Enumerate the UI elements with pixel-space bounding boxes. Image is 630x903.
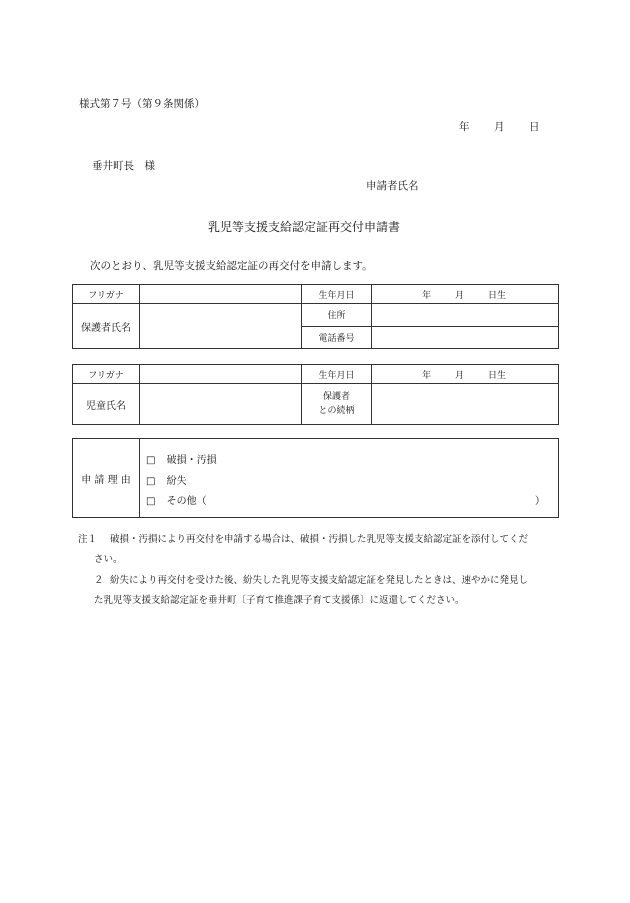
checkbox-icon[interactable]: □	[146, 455, 156, 466]
relationship-field[interactable]	[372, 384, 559, 425]
guardian-name-label: 保護者氏名	[73, 304, 140, 349]
phone-label: 電話番号	[302, 326, 372, 348]
intro-text: 次のとおり、乳児等支援支給認定証の再交付を申請します。	[90, 260, 373, 272]
reason-option-damage[interactable]	[146, 451, 217, 466]
addressee: 垂井町長 様	[92, 160, 155, 172]
birth-day-label: 日生	[488, 290, 507, 301]
relationship-label	[302, 384, 372, 425]
reason-option-label: その他（	[166, 496, 207, 507]
guardian-table	[72, 284, 559, 349]
reason-option-label: 紛失	[166, 476, 187, 487]
reason-table	[72, 438, 559, 518]
document-title: 乳児等支援支給認定証再交付申請書	[208, 220, 401, 234]
birth-year-label: 年	[422, 290, 432, 301]
phone-field[interactable]	[372, 326, 559, 348]
relationship-label-line2: との続柄	[318, 406, 355, 416]
birth-label: 生年月日	[302, 365, 372, 384]
child-birthdate-field[interactable]	[372, 365, 559, 384]
child-table	[72, 364, 559, 425]
checkbox-icon[interactable]: □	[146, 476, 156, 487]
birth-label: 生年月日	[302, 285, 372, 304]
note-2-line2: た乳児等支援支給認定証を垂井町〔子育て推進課子育て支援係〕に返還してください。	[94, 595, 465, 606]
form-number: 様式第７号（第９条関係）	[79, 98, 205, 110]
date-month-label: 月	[494, 121, 505, 133]
reason-option-label: 破損・汚損	[166, 455, 217, 466]
checkbox-icon[interactable]: □	[146, 496, 156, 507]
child-furigana-field[interactable]	[140, 365, 302, 384]
note-2-line1: 紛失により再交付を受けた後、紛失した乳児等支援支給認定証を発見したときは、速やかに発見し	[110, 575, 529, 586]
guardian-birthdate-field[interactable]	[372, 285, 559, 304]
note-1-line1: 破損・汚損により再交付を申請する場合は、破損・汚損した乳児等支援支給認定証を添付してくだ	[110, 534, 529, 545]
note-1-line2: さい。	[94, 554, 123, 565]
birth-month-label: 月	[455, 370, 465, 381]
note-2-label: ２	[94, 575, 104, 586]
guardian-furigana-field[interactable]	[140, 285, 302, 304]
reason-options	[140, 439, 559, 518]
child-name-label: 児童氏名	[73, 384, 140, 425]
applicant-name-label: 申請者氏名	[366, 180, 419, 192]
birth-day-label: 日生	[488, 370, 507, 381]
birth-year-label: 年	[422, 370, 432, 381]
date-year-label: 年	[459, 121, 470, 133]
furigana-label: フリガナ	[73, 285, 140, 304]
guardian-name-field[interactable]	[140, 304, 302, 349]
address-field[interactable]	[372, 304, 559, 326]
furigana-label: フリガナ	[73, 365, 140, 384]
child-name-field[interactable]	[140, 384, 302, 425]
reason-label: 申 請 理 由	[73, 439, 140, 518]
other-close-paren: ）	[535, 496, 545, 507]
birth-month-label: 月	[455, 290, 465, 301]
relationship-label-line1: 保護者	[322, 392, 350, 402]
address-label: 住所	[302, 304, 372, 326]
reason-option-other[interactable]	[146, 492, 207, 507]
note-1-label: 注１	[78, 534, 98, 545]
reason-option-lost[interactable]	[146, 472, 187, 487]
date-day-label: 日	[529, 121, 540, 133]
